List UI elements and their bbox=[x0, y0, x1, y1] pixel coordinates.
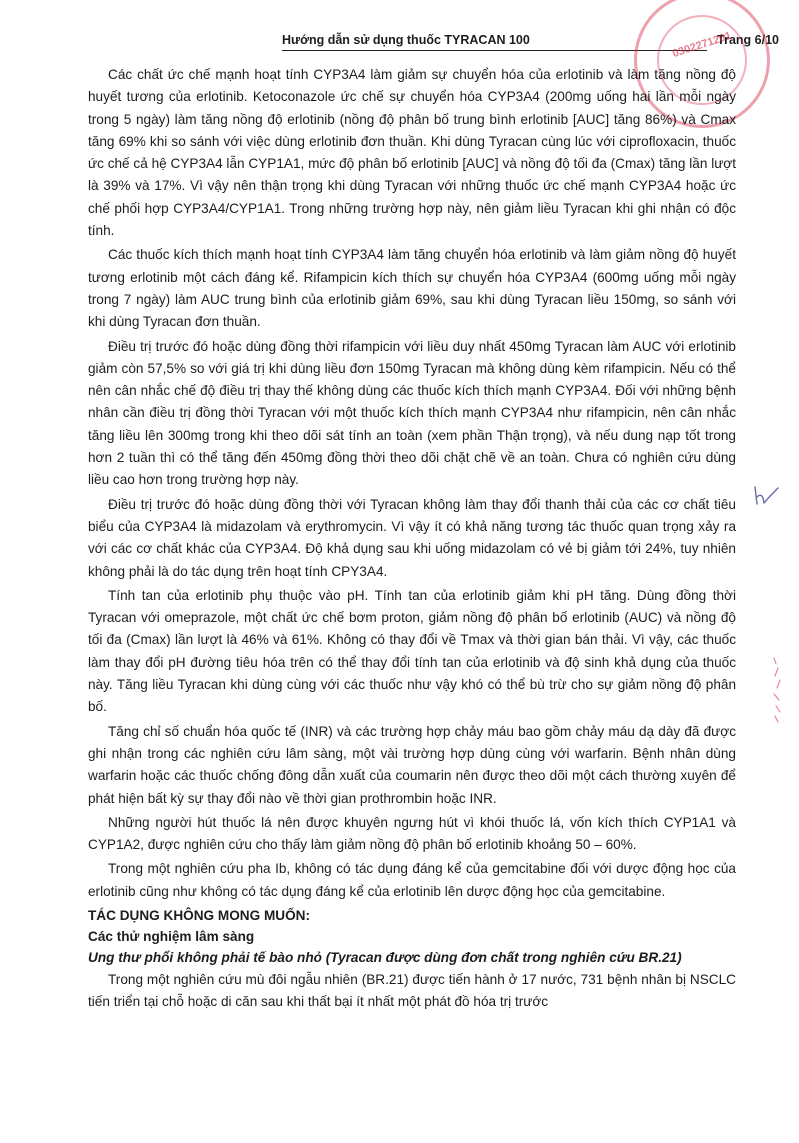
paragraph-gemcitabine: Trong một nghiên cứu pha Ib, không có tác dụng đáng kể của gemcitabine đối với dược động học của erlotinib cũng như không có tác dụng đáng kể của erlotinib lên dược động học của gemcitabine. bbox=[88, 861, 736, 899]
paragraph-smoking: Những người hút thuốc lá nên được khuyên ngưng hút vì khói thuốc lá, vốn kích thích CYP1A1 và CYP1A2, được nghiên cứu cho thấy làm giảm nồng độ phân bố erlotinib khoảng 50 – 60%. bbox=[88, 814, 736, 853]
stamp-text: 0302271201 bbox=[671, 29, 733, 61]
section-heading-adverse-effects: TÁC DỤNG KHÔNG MONG MUỐN: bbox=[88, 907, 311, 923]
page-number: Trang 6/10 bbox=[717, 33, 779, 47]
margin-stamp-fragment bbox=[770, 654, 790, 726]
paragraph-cyp3a4-inhibitors: Các chất ức chế mạnh hoạt tính CYP3A4 làm giảm sự chuyển hóa của erlotinib và làm tăng nồng độ huyết tương của erlotinib. Ketoconazole ức chế sự chuyển hóa CYP3A4 (200mg uống hai lần mỗi ngày trong 5 ngày) làm tăng nồng độ erlotinib (nồng độ phân bố trung bình erlotinib [AUC] tăng 86%) và Cmax tăng 69% khi so sánh với việc dùng erlotinib đơn thuần. Khi dùng Tyracan cùng lúc với ciprofloxacin, thuốc ức chế cả hệ CYP3A4 lẫn CYP1A1, mức độ phân bố erlotinib [AUC] và nồng độ tối đa (Cmax) tăng lần lượt là 39% và 17%. Vì vậy nên thận trọng khi dùng Tyracan với những thuốc ức chế mạnh CYP3A4 hoặc ức chế phối hợp CYP3A4/CYP1A1. Trong những trường hợp này, nên giảm liều Tyracan khi ghi nhận có độc tính. bbox=[88, 67, 736, 239]
paragraph-rifampicin: Điều trị trước đó hoặc dùng đồng thời rifampicin với liều duy nhất 450mg Tyracan làm AUC với erlotinib giảm còn 57,5% so với giá trị khi dùng liều đơn 150mg Tyracan mà không dùng kèm rifampicin. Nếu có thể nên cân nhắc chế độ điều trị thay thế không dùng các thuốc kích thích mạnh CYP3A4. Đối với những bệnh nhân cần điều trị đồng thời Tyracan với một thuốc kích thích mạnh CYP3A4 như rifampicin, nên cân nhắc tăng liều lên 300mg trong khi theo dõi sát tính an toàn (xem phần Thận trọng), và nếu dung nạp tốt trong hơn 2 tuần thì có thể tăng đến 450mg đồng thời theo dõi chặt chẽ về an toàn. Chưa có nghiên cứu dùng liều cao hơn trong trường hợp này. bbox=[88, 338, 736, 488]
subheading-nsclc-br21: Ung thư phổi không phải tế bào nhỏ (Tyracan được dùng đơn chất trong nghiên cứu BR.21) bbox=[88, 949, 682, 965]
paragraph-inr-warfarin: Tăng chỉ số chuẩn hóa quốc tế (INR) và các trường hợp chảy máu bao gồm chảy máu dạ dày đã được ghi nhận trong các nghiên cứu lâm sàng, một vài trường hợp dùng cùng với warfarin. Bệnh nhân dùng warfarin hoặc các thuốc chống đông dẫn xuất của coumarin nên được theo dõi một cách thường xuyên để phát hiện bất kỳ sự thay đổi nào về thời gian prothrombin hoặc INR. bbox=[88, 723, 736, 806]
subheading-clinical-trials: Các thử nghiệm lâm sàng bbox=[88, 928, 255, 944]
paragraph-br21-study: Trong một nghiên cứu mù đôi ngẫu nhiên (BR.21) được tiến hành ở 17 nước, 731 bệnh nhân bị NSCLC tiến triển tại chỗ hoặc di căn sau khi thất bại ít nhất một phát đồ hóa trị trước bbox=[88, 971, 736, 1010]
paragraph-midazolam: Điều trị trước đó hoặc dùng đồng thời với Tyracan không làm thay đổi thanh thải của các cơ chất tiêu biểu của CYP3A4 là midazolam và erythromycin. Vì vậy ít có khả năng tương tác thuốc quan trọng xảy ra với các cơ chất khác của CYP3A4. Độ khả dụng sau khi uống midazolam có vẻ bị giảm tới 24%, tuy nhiên không phải là do tác dụng trên hoạt tính CPY3A4. bbox=[88, 496, 736, 579]
document-title: Hướng dẫn sử dụng thuốc TYRACAN 100 bbox=[282, 33, 530, 47]
paragraph-cyp3a4-inducers: Các thuốc kích thích mạnh hoạt tính CYP3A4 làm tăng chuyển hóa erlotinib và làm giảm nồng độ huyết tương erlotinib một cách đáng kể. Rifampicin kích thích sự chuyển hóa CYP3A4 (600mg uống mỗi ngày trong 7 ngày) làm AUC trung bình của erlotinib giảm 69%, sau khi dùng Tyracan liều 150mg, so sánh với khi dùng Tyracan đơn thuần. bbox=[88, 247, 736, 330]
handwritten-initial-mark bbox=[752, 484, 780, 508]
paragraph-ph-solubility: Tính tan của erlotinib phụ thuộc vào pH. Tính tan của erlotinib giảm khi pH tăng. Dùng đồng thời Tyracan với omeprazole, một chất ức chế bơm proton, giảm nồng độ phân bố erlotinib (AUC) và nồng độ tối đa (Cmax) lần lượt là 46% và 61%. Không có thay đổi về Tmax và thời gian bán thải. Vì vậy, các thuốc làm thay đổi pH đường tiêu hóa trên có thể thay đổi tính tan của erlotinib và độ sinh khả dụng của thuốc này. Tăng liều Tyracan khi dùng cùng với các thuốc như vậy khó có thể bù trừ cho sự giảm nồng độ phân bố. bbox=[88, 587, 736, 715]
document-body bbox=[88, 64, 736, 1016]
